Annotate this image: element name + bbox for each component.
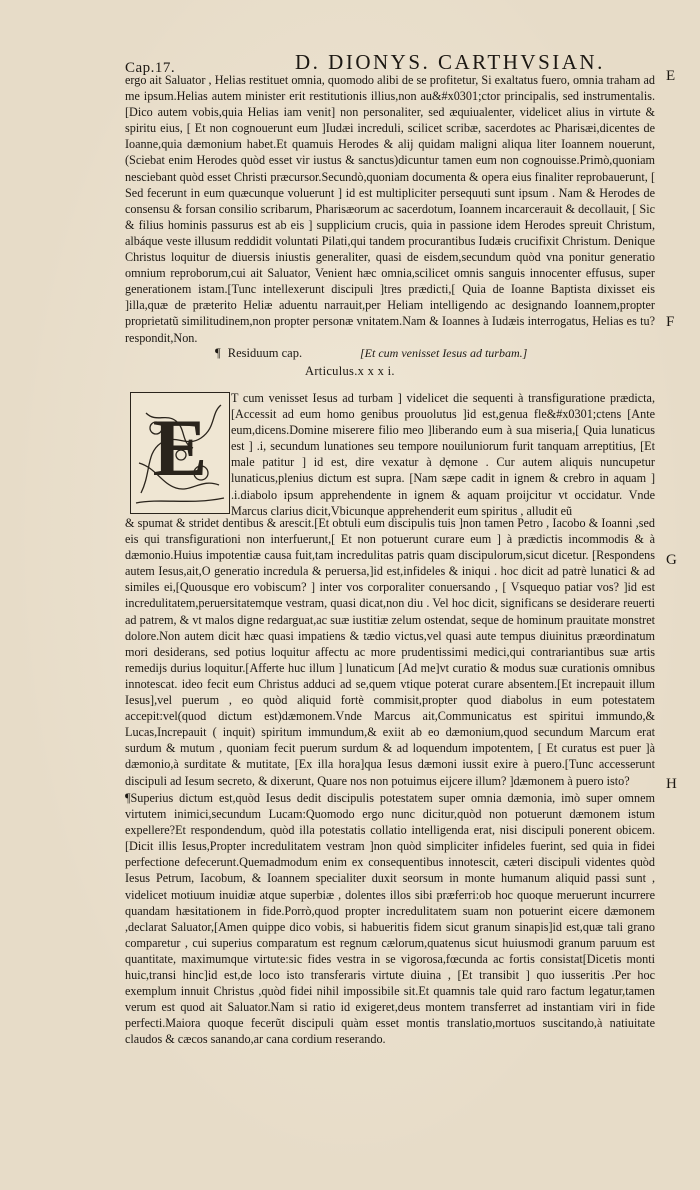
running-head: D. DIONYS. CARTHVSIAN. — [295, 50, 605, 74]
chapter-label: Cap.17. — [125, 60, 176, 76]
margin-letter-h: H — [666, 776, 677, 792]
superius-text-block — [125, 790, 655, 1048]
articulus-label: Articulus.x x x i. — [305, 364, 395, 378]
residuum-heading — [215, 346, 615, 361]
body-wrap-paragraph: T cum venisset Iesus ad turbam ] videlicet die sequenti à transfiguratione prædicta,[Accessit ad eum homo genibus prouolutus ]id est,genua fle&#x0301;ctens [Ante eum,dicens.Domine miserere filio meo ]liberando eum à sua miseria,[ Quia lunaticus est ] .i, secundum lunationes seu tempore nouiluniorum furit tanquam arreptitius, [Et male patitur ] id est, dire vexatur à dęmone . Cur autem aliquis nuncupetur lunaticus,plenius dictum est supra. [Nam sæpe cadit in ignem & crebro in aquam ] .i.diabolo ipsum apprehendente in ignem & aquam proijcitur vt occidatur. Vnde Marcus clarius dicit,Vbicunque apprehenderit eum spiritus , alludit eũ — [231, 391, 655, 518]
lower-text-block — [125, 515, 655, 789]
top-paragraph: ergo ait Saluator , Helias restituet omnia, quomodo alibi de se profitetur, Si exaltatus fuero, omnia traham ad me ipsum.Helias autem minister erit restitutionis illius,non au&#x0301;ctor principalis, sed instrumentalis.[Dico autem vobis,quia Helias iam venit] non personaliter, sed æquiualenter, videlicet alius in virtute & spiritu eius, [ Et non cognouerunt eum ]Iudæi increduli, scilicet scribæ, sacerdotes ac Pharisæi,dicentes de Ioanne,quia dæmonium habet.Et quamuis Herodes & alij quidam maligni aliqua liter Ioannem nouerunt,(Sciebat enim Herodes quòd esset vir iustus & sanctus)dicuntur tamen eum non cognouisse.Primò,quoniam nesciebant quòd esset Christi præcursor.Secundò,quoniam documenta & opera eius finaliter reprobauerunt, [ Sed fecerunt in eum quæcunque voluerunt ] id est multipliciter persequuti sunt ipsum . Nam & Herodes de consensu & forsan consilio scribarum, Pharisæorum ac sacerdotum, Ioannem incarcerauit & decollauit, [ Sic & filius hominis passurus est ab eis ] supplicium crucis, quia in passione idem Herodes spreuit Christum, albáque veste illusum reddidit voluntati Pilati,qui tandem procurantibus Iudæis crucifixit Christum. Denique Christus loquitur de diuersis iniustis generaliter, quasi de eisdem,secundum quòd vna ponitur generatio omnium reproborum,cui ait Saluator, Venient hæc omnia,scilicet omnis sanguis innocenter effusus, super generationem istam.[Tunc intellexerunt discipuli ]tres prædicti,[ Quia de Ioanne Baptista dixisset eis ]illa,quæ de præterito Heliæ aduentu narrauit,per Heliam intelligendo ac designando Ioannem,propter proprietatũ similitudinem,non propter personæ vnitatem.Nam & Ioannes à Iudæis interrogatus, Helias es tu? respondit,Non. — [125, 73, 655, 345]
margin-letter-f: F — [666, 314, 675, 330]
body-text-wrap — [125, 390, 655, 519]
residuum-quote: [Et cum venisset Iesus ad turbam.] — [360, 346, 528, 360]
superius-paragraph — [125, 790, 655, 1048]
residuum-label: Residuum cap. — [227, 346, 303, 360]
top-text-block — [125, 72, 655, 346]
lower-paragraph: & spumat & stridet dentibus & arescit.[Et obtuli eum discipulis tuis ]non tamen Petro , Iacobo & Ioanni ,sed eis qui transfigurationi non interfuerunt,[ Et non potuerunt curare eum ] à prædictis incommodis & à dæmonio.Huius impotentiæ causa fuit,tam incredulitas patris quam discipulorum,sicut dicetur. [Respondens autem Iesus,ait,O generatio incredula & peruersa,]id est,infideles & iniqui . hoc dicit ad patrè lunatici & ad similes ei,[Quousque ero vobiscum? ] inter vos corporaliter conuersando , [ Vsquequo patiar vos? ]id est incredulitatem,peruersitatemque vestram, quasi dicat,non diu . Vel hoc dicit, significans se desiderare reuerti ad patrem, & vt malos digne redarguat,ac suæ iustitiæ zelum ostendat, seque de hominum prauitate monstret dolore.Non autem dicit hæc quasi impatiens & tædio victus,vel quasi aute tempus diuinitus præordinatum mori desiderans, sed potius loquitur affectu ac more prudentissimi medici,qui contrariantibus suæ artis remedijs durius loquitur.[Afferte huc illum ] lunaticum [Ad me]vt curatio & modus suæ curationis omnibus innotescat. ideo fecit eum Christus adduci ad se,quem vtique poterat curare absentem.[Et increpauit illum Iesus],vel puerum , eo quòd aliquid fortè commisit,propter quod diabolus in eum potestatem accepit:vel(quod dictum est)dæmonem.Vnde Marcus ait,Communicatus est spiritui immundo,& Lucas,Increpauit ( inquit) spiritum immundum,& exiit ab eo dæmonium,quod secundum Marcum erat surdum & mutum , quoniam fecit puerum surdum & ad loquendum impotentem, [ Et curatus est puer ]à dæmonio,à surditate & mutitate, [Ex illa hora]qua Iesus dæmoni iussit exire à puero.[Tunc accesserunt discipuli ad Iesum secreto, & dixerunt, Quare nos non potuimus eijcere illum? ]dæmonem à puero isto? — [125, 516, 655, 788]
margin-letter-g: G — [666, 552, 677, 568]
margin-letter-e: E — [666, 68, 676, 84]
pilcrow-mark: ¶ — [215, 346, 221, 360]
superius-text: Superius dictum est,quòd Iesus dedit discipulis potestatem super omnia dæmonia, imò super omnem virtutem inimici,secundum Lucam:Quomodo ergo nunc dicitur,quòd non potuerunt dæmonem istum expellere?Et respondendum, quòd illa potestatis collatio intelligenda erat, nisi discipuli ponerent obicem. [Dicit illis Iesus,Propter incredulitatem vestram ]non quòd simpliciter infideles fuerint, sed quia in fidei perfectione defecerunt.Quemadmodum enim ex consequentibus innotescit, cæteri discipuli videntes quòd Iesus Petrum, Iacobum, & Ioannem specialiter duxit seorsum in monte humanum aliquid passi sunt , videlicet motiuum inuidiæ atque superbiæ , dolentes illos sibi præferri:ob hoc quoque meruerunt incurrere quandam hæsitationem in fide.Porrò,quod propter incredulitatem suam non potuerint eicere dæmonem ,declarat Saluator,[Amen quippe dico vobis, si habueritis fidem sicut granum sinapis]id est,quæ tali grano comparetur , cui superius comparatum est regnum cælorum,quatenus sicut huiusmodi granum paruum est quantitate, maximumque virtute:sic fides vestra in se vigorosa,fœcunda ac fortis consistat[Dicetis monti huic,transi hinc]id est,de loco isto transferaris virtute diuina , [Et transibit ] quo iusseritis .Per hoc exemplum innuit Christus ,quòd fidei nihil impossibile sit.Et quamnis tale quid raro factum legatur,tamen verum est quod ait Saluator.Nam si ratio id exigeret,deus montem transferret ad instantiam viri in fide perfecti.Maiora quoque fecerũt discipuli quàm esset montis translatio,mortuos suscitando,à natiuitate claudos & cæcos sanando,ar cana cordium reserando. — [125, 791, 655, 1047]
initial-letter: E — [152, 402, 208, 493]
superius-pilcrow: ¶ — [125, 791, 131, 805]
